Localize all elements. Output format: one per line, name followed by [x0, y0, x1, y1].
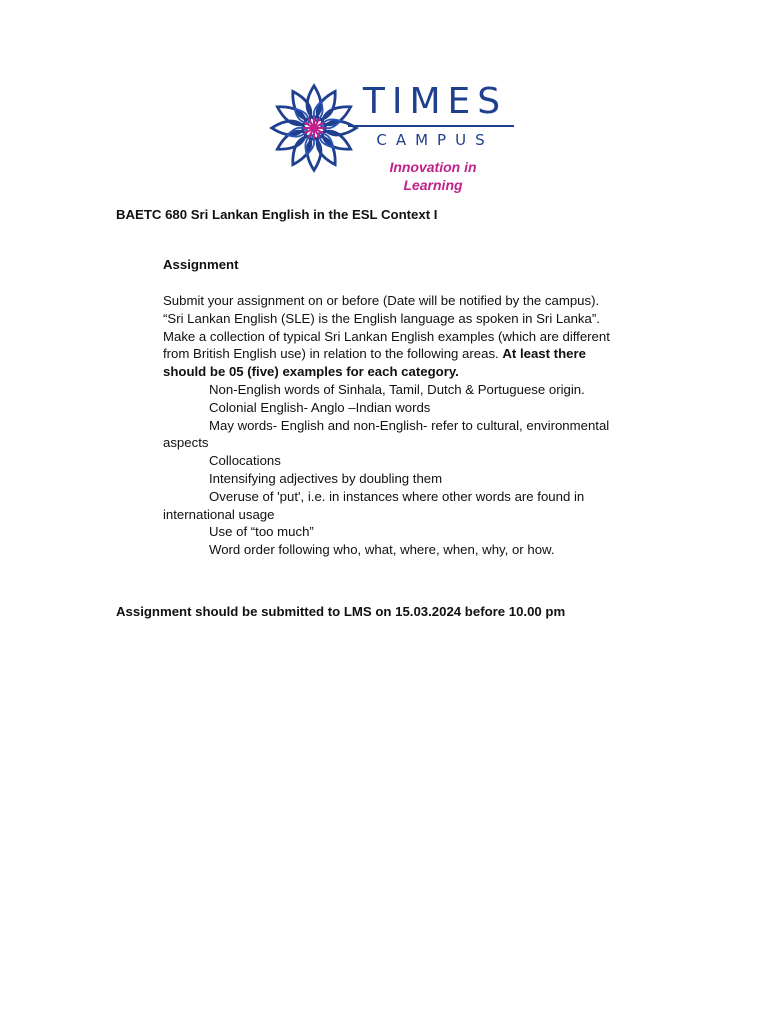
category-text: May words- English and non-English- refer to cultural, environmental	[209, 417, 610, 433]
list-item	[163, 523, 653, 541]
logo-tagline: Innovation in Learning	[389, 159, 477, 193]
list-item	[163, 541, 653, 559]
paragraph-emphasis-line: should be 05 (five) examples for each category.	[163, 364, 459, 380]
list-item	[163, 417, 653, 453]
assignment-heading: Assignment	[163, 257, 239, 272]
list-item	[163, 452, 653, 470]
category-text: Intensifying adjectives by doubling them	[209, 470, 443, 486]
course-title: BAETC 680 Sri Lankan English in the ESL Context I	[116, 207, 438, 222]
paragraph-text: from British English use) in relation to the following areas.	[163, 346, 503, 362]
list-item	[163, 399, 653, 417]
category-list	[163, 381, 653, 559]
submission-note: Assignment should be submitted to LMS on 15.03.2024 before 10.00 pm	[116, 604, 566, 619]
category-text: Word order following who, what, where, when, why, or how.	[209, 542, 555, 558]
paragraph-emphasis: At least there	[502, 346, 586, 362]
paragraph-line: Submit your assignment on or before (Date will be notified by the campus).	[163, 293, 600, 308]
list-item	[163, 470, 653, 488]
category-text: Colonial English- Anglo –Indian words	[209, 399, 431, 415]
category-text: Collocations	[209, 453, 281, 469]
paragraph-line: Make a collection of typical Sri Lankan English examples (which are different	[163, 328, 610, 344]
logo-brand-sub: CAMPUS	[376, 131, 494, 149]
paragraph-line	[163, 345, 653, 363]
logo-brand-word: TIMES	[362, 81, 508, 122]
flower-mandala-icon	[268, 82, 360, 174]
paragraph-line: “Sri Lankan English (SLE) is the English language as spoken in Sri Lanka”.	[163, 310, 600, 326]
category-text: Overuse of 'put', i.e. in instances where other words are found in	[209, 488, 585, 504]
list-item	[163, 381, 653, 399]
category-text-continued: international usage	[163, 506, 275, 522]
times-campus-logo	[268, 78, 518, 193]
category-text-continued: aspects	[163, 435, 209, 451]
assignment-paragraph	[163, 292, 653, 381]
category-text: Non-English words of Sinhala, Tamil, Dutch & Portuguese origin.	[209, 382, 585, 397]
logo-divider	[348, 125, 514, 127]
category-text: Use of “too much”	[209, 524, 314, 540]
list-item	[163, 488, 653, 524]
